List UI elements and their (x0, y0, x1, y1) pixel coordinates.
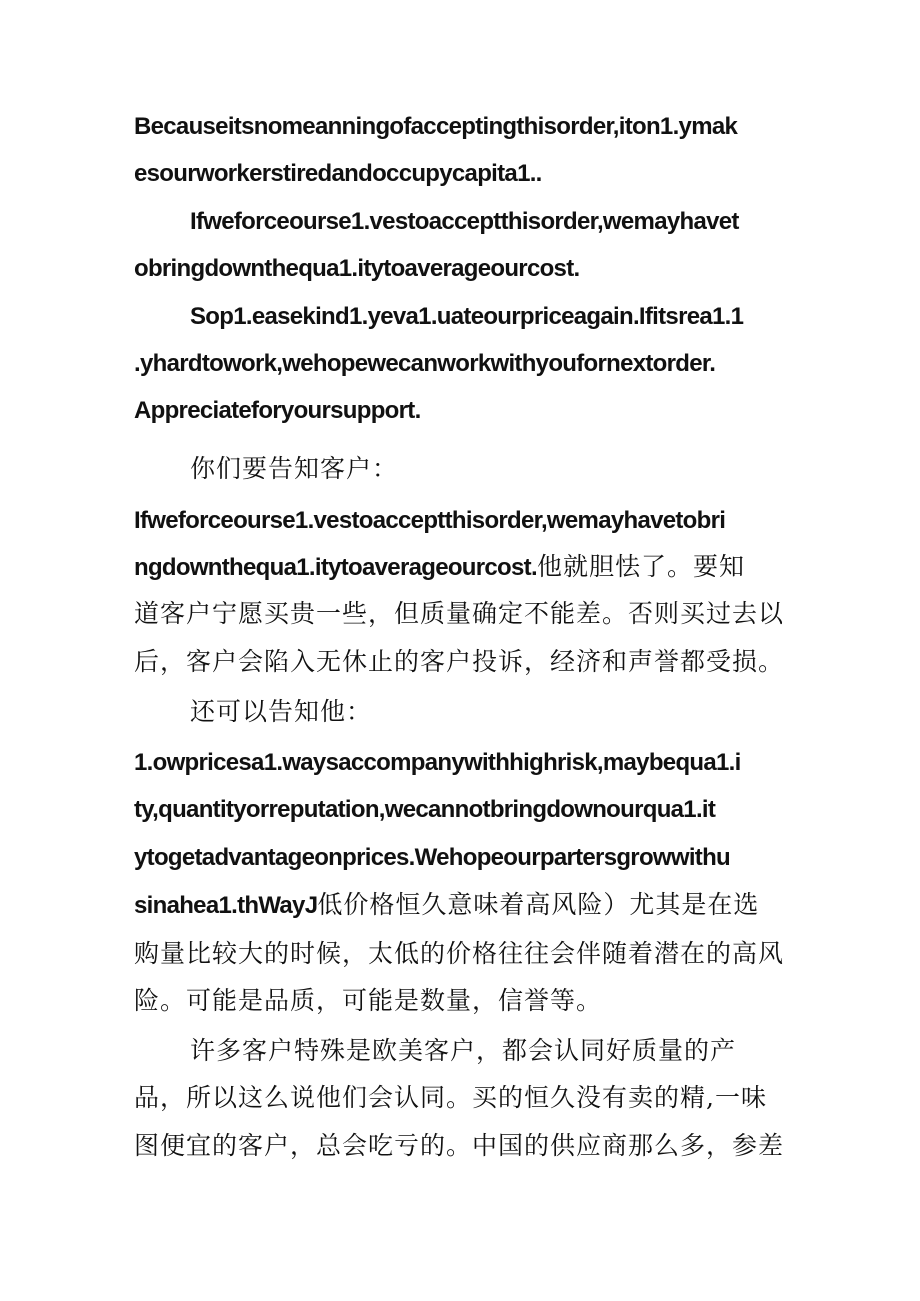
text-line-8: 你们要告知客户： (190, 454, 399, 483)
text-line-10-zh: 他就胆怯了。要知 (536, 552, 745, 581)
text-line-22: 图便宜的客户，总会吃亏的。中国的供应商那么多，参差 (134, 1131, 785, 1160)
text-line-11: 道客户宁愿买贵一些，但质量确定不能差。否则买过去以 (134, 599, 785, 628)
text-line-7: Appreciateforyoursupport. (134, 397, 421, 424)
text-line-13: 还可以告知他： (190, 697, 373, 726)
text-line-4: obringdownthequa1.itytoaverageourcost. (134, 255, 580, 282)
text-line-15: ty,quantityorreputation,wecannotbringdownourqua1.it (134, 796, 716, 823)
text-line-16: ytogetadvantageonprices.Wehopeourpartersgrowwithu (134, 844, 731, 871)
text-line-17-zh: 低价格恒久意味着高风险）尤其是在选 (317, 890, 760, 919)
text-line-20: 许多客户特殊是欧美客户，都会认同好质量的产 (190, 1036, 737, 1065)
text-line-12: 后，客户会陷入无休止的客户投诉，经济和声誉都受损。 (134, 647, 785, 676)
text-line-21: 品，所以这么说他们会认同。买的恒久没有卖的精,一味 (134, 1083, 767, 1112)
text-line-10 (134, 550, 745, 585)
text-line-5: Sop1.easekind1.yeva1.uateourpriceagain.Ifitsrea1.1 (190, 303, 744, 330)
text-line-10-en: ngdownthequa1.itytoaverageourcost. (134, 554, 537, 581)
text-line-14: 1.owpricesa1.waysaccompanywithhighrisk,maybequa1.i (134, 749, 741, 776)
text-line-18: 购量比较大的时候，太低的价格往往会伴随着潜在的高风 (134, 939, 785, 968)
text-line-6: .yhardtowork,wehopewecanworkwithyoufornextorder. (134, 350, 716, 377)
text-line-19: 险。可能是品质，可能是数量，信誉等。 (134, 986, 603, 1015)
text-line-9: Ifweforceourse1.vestoacceptthisorder,wemayhavetobri (134, 507, 726, 534)
text-line-17 (134, 888, 759, 923)
text-line-1: Becauseitsnomeanningofacceptingthisorder,iton1.ymak (134, 113, 738, 140)
text-line-3: Ifweforceourse1.vestoacceptthisorder,wemayhavet (190, 208, 739, 235)
text-line-17-en: sinahea1.thWayJ (134, 892, 318, 919)
text-line-2: esourworkerstiredandoccupycapita1.. (134, 160, 542, 187)
